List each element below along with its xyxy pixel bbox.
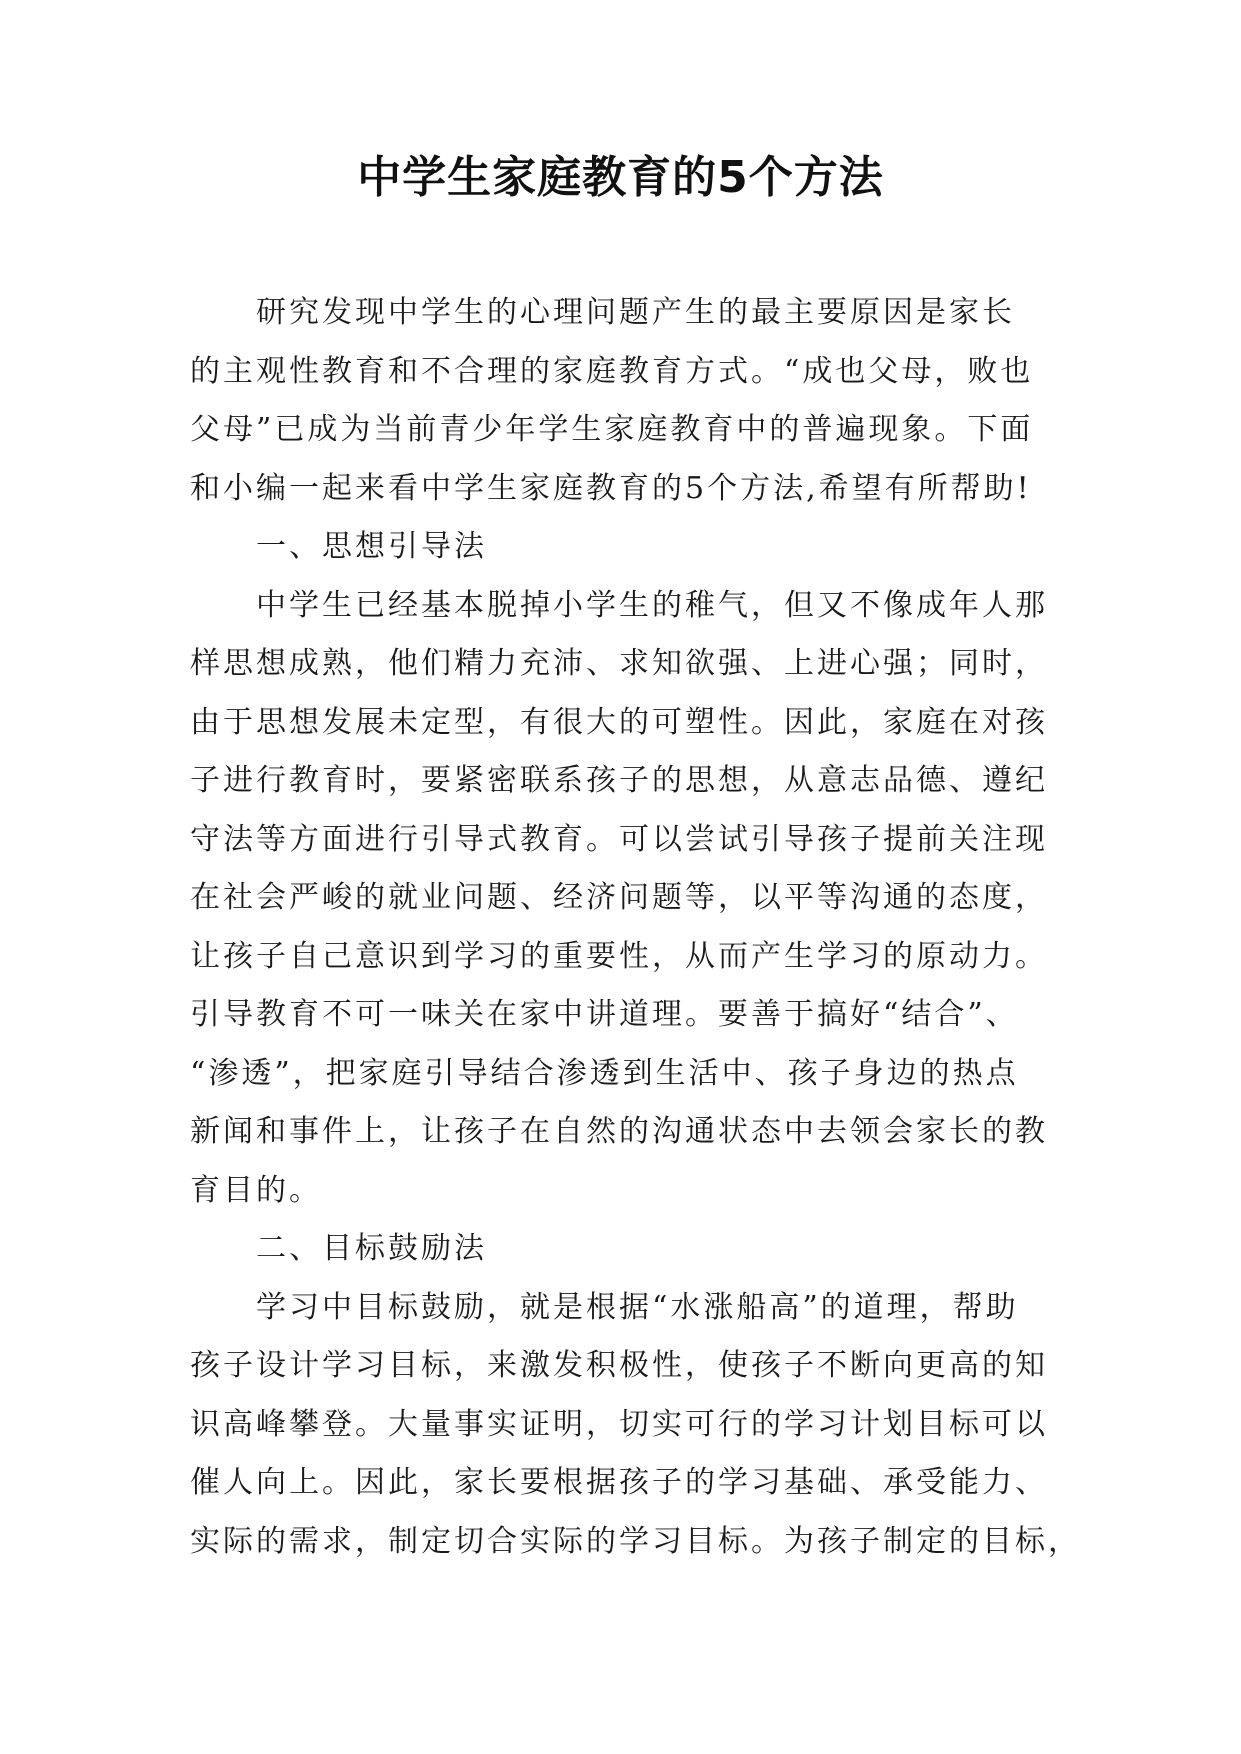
paragraph-line: 孩子设计学习目标，来激发积极性，使孩子不断向更高的知 <box>190 1348 1048 1383</box>
paragraph-line: 守法等方面进行引导式教育。可以尝试引导孩子提前关注现 <box>190 821 1048 857</box>
paragraph-line: 引导教育不可一味关在家中讲道理。要善于搞好“结合”、 <box>190 997 1019 1032</box>
paragraph-line: 育目的。 <box>190 1172 322 1208</box>
section-heading: 一、思想引导法 <box>256 529 487 564</box>
paragraph-line: 和小编一起来看中学生家庭教育的5个方法,希望有所帮助! <box>190 470 1032 506</box>
paragraph-line: 子进行教育时，要紧密联系孩子的思想，从意志品德、遵纪 <box>190 763 1048 798</box>
paragraph-line: 研究发现中学生的心理问题产生的最主要原因是家长 <box>256 295 1015 330</box>
paragraph-line: 样思想成熟，他们精力充沛、求知欲强、上进心强；同时， <box>190 646 1048 681</box>
paragraph-line: 催人向上。因此，家长要根据孩子的学习基础、承受能力、 <box>190 1465 1048 1500</box>
section-heading: 二、目标鼓励法 <box>256 1231 487 1266</box>
paragraph-line: 中学生已经基本脱掉小学生的稚气，但又不像成年人那 <box>256 587 1048 623</box>
paragraph-line: “渗透”，把家庭引导结合渗透到生活中、孩子身边的热点 <box>190 1055 1019 1091</box>
paragraph-line: 在社会严峻的就业问题、经济问题等，以平等沟通的态度， <box>190 880 1048 915</box>
paragraph-line: 新闻和事件上，让孩子在自然的沟通状态中去领会家长的教 <box>190 1114 1048 1149</box>
paragraph-line: 让孩子自己意识到学习的重要性，从而产生学习的原动力。 <box>190 938 1048 974</box>
paragraph-line: 学习中目标鼓励，就是根据“水涨船高”的道理，帮助 <box>256 1289 1019 1325</box>
document-body <box>190 284 1081 1571</box>
paragraph-line: 父母”已成为当前青少年学生家庭教育中的普遍现象。下面 <box>190 412 1034 447</box>
document-title: 中学生家庭教育的5个方法 <box>357 152 884 203</box>
paragraph-line: 识高峰攀登。大量事实证明，切实可行的学习计划目标可以 <box>190 1406 1048 1442</box>
paragraph-line: 的主观性教育和不合理的家庭教育方式。“成也父母，败也 <box>190 353 1034 389</box>
paragraph-line: 由于思想发展未定型，有很大的可塑性。因此，家庭在对孩 <box>190 704 1048 740</box>
paragraph-line: 实际的需求，制定切合实际的学习目标。为孩子制定的目标， <box>190 1523 1081 1559</box>
